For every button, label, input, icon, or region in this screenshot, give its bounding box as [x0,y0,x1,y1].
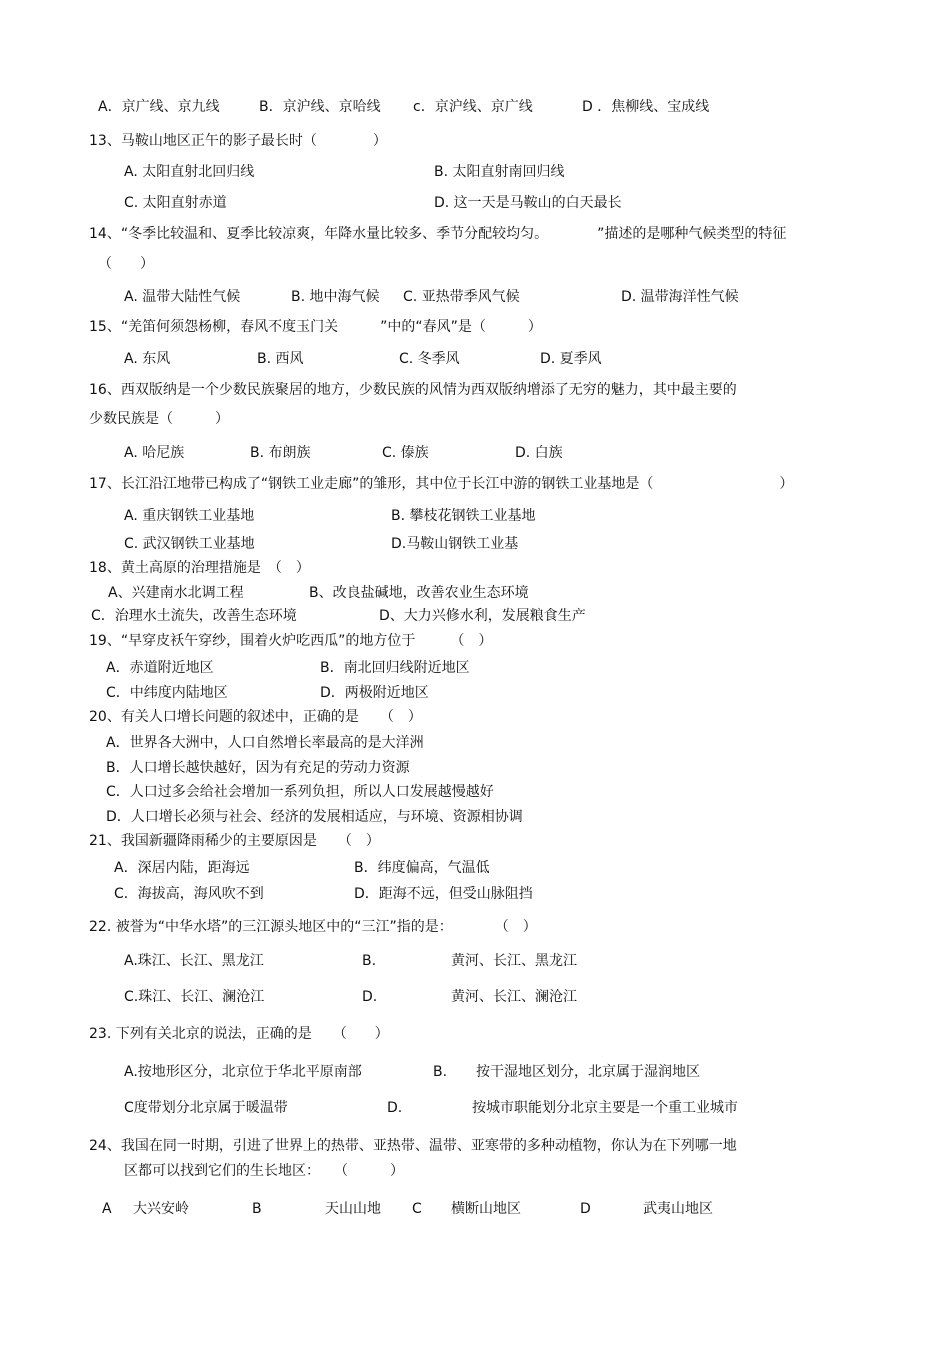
text-line: A.珠江、长江、黑龙江 [124,953,264,969]
text-line: A．赤道附近地区 [106,660,214,676]
text-line: 19、“早穿皮袄午穿纱，围着火炉吃西瓜”的地方位于 （ ） [89,633,493,649]
text-line: D. 夏季风 [540,351,602,367]
text-line: 15、“羌笛何须怨杨柳，春风不度玉门关 ”中的“春风”是（ ） [89,319,542,335]
text-line: C.珠江、长江、澜沧江 [124,989,265,1005]
text-line: B. [362,953,377,969]
text-line: B. 太阳直射南回归线 [434,164,565,180]
text-line: B. 攀枝花钢铁工业基地 [391,508,536,524]
text-line: 黄河、长江、澜沧江 [451,989,577,1005]
text-line: A. 重庆钢铁工业基地 [124,508,255,524]
text-line: A. 太阳直射北回归线 [124,164,255,180]
text-line: A.按地形区分，北京位于华北平原南部 [124,1064,362,1080]
text-line: D. 这一天是马鞍山的白天最长 [434,195,622,211]
text-line: D ．焦柳线、宝成线 [582,99,710,115]
text-line: A．京广线、京九线 [98,99,220,115]
text-line: B．纬度偏高，气温低 [354,860,490,876]
text-line: C．人口过多会给社会增加一系列负担，所以人口发展越慢越好 [106,784,494,800]
text-line: A、兴建南水北调工程 [108,585,244,601]
text-line: 武夷山地区 [643,1201,713,1217]
text-line: 22. 被誉为“中华水塔”的三江源头地区中的“三江”指的是： （ ） [89,919,537,935]
text-line: 按城市职能划分北京主要是一个重工业城市 [472,1100,738,1116]
text-line: B. 布朗族 [250,445,311,461]
text-line: D．距海不远，但受山脉阻挡 [354,886,533,902]
text-line: D. [362,989,378,1005]
text-line: A [102,1201,112,1217]
text-line: C．治理水土流失，改善生态环境 [91,608,297,624]
text-line: 少数民族是（ ） [89,411,229,427]
text-line: 天山山地 [325,1201,381,1217]
text-line: 24、我国在同一时期，引进了世界上的热带、亚热带、温带、亚寒带的多种动植物，你认为在下列哪一地 [89,1138,737,1154]
text-line: D．人口增长必须与社会、经济的发展相适应，与环境、资源相协调 [106,809,523,825]
text-line: C. 武汉钢铁工业基地 [124,536,255,552]
text-line: D [580,1201,591,1217]
text-line: c．京沪线、京广线 [413,99,533,115]
text-line: D、大力兴修水利，发展粮食生产 [379,608,586,624]
text-line: A. 哈尼族 [124,445,185,461]
text-line: B. 地中海气候 [291,289,380,305]
text-line: C. 太阳直射赤道 [124,195,227,211]
text-line: A. 东风 [124,351,171,367]
text-line: 17、长江沿江地带已构成了“钢铁工业走廊”的雏形，其中位于长江中游的钢铁工业基地是（ ） [89,476,794,492]
text-line: C. 傣族 [382,445,429,461]
text-line: B、改良盐碱地，改善农业生态环境 [309,585,529,601]
text-line: B. 西风 [257,351,304,367]
text-line: C. 冬季风 [399,351,460,367]
text-line: C. 亚热带季风气候 [403,289,520,305]
text-line: C．中纬度内陆地区 [106,685,228,701]
text-line: D.马鞍山钢铁工业基 [391,536,519,552]
text-line: C [412,1201,422,1217]
text-line: D. 温带海洋性气候 [621,289,739,305]
text-line: A．世界各大洲中，人口自然增长率最高的是大洋洲 [106,735,424,751]
text-line: B [252,1201,262,1217]
text-line: D. 白族 [515,445,563,461]
text-line: D. [387,1100,403,1116]
text-line: （ ） [98,256,154,272]
text-line: 16、西双版纳是一个少数民族聚居的地方，少数民族的风情为西双版纳增添了无穷的魅力，其中最主要的 [89,382,737,398]
text-line: 区都可以找到它们的生长地区： （ ） [124,1163,404,1179]
text-line: 黄河、长江、黑龙江 [451,953,577,969]
text-line: B．京沪线、京哈线 [259,99,381,115]
text-line: 按干湿地区划分，北京属于湿润地区 [476,1064,700,1080]
text-line: D．两极附近地区 [320,685,429,701]
text-line: 13、马鞍山地区正午的影子最长时（ ） [89,133,387,149]
text-line: A．深居内陆，距海远 [114,860,250,876]
text-line: 横断山地区 [451,1201,521,1217]
text-line: A. 温带大陆性气候 [124,289,241,305]
text-line: 21、我国新疆降雨稀少的主要原因是 （ ） [89,833,380,849]
text-line: B．南北回归线附近地区 [320,660,470,676]
text-line: B．人口增长越快越好，因为有充足的劳动力资源 [106,760,410,776]
text-line: 大兴安岭 [133,1201,189,1217]
text-line: 23. 下列有关北京的说法，正确的是 （ ） [89,1026,389,1042]
text-line: 18、黄土高原的治理措施是 （ ） [89,560,310,576]
text-line: B. [433,1064,448,1080]
text-line: C．海拔高，海风吹不到 [114,886,264,902]
text-line: 14、“冬季比较温和、夏季比较凉爽，年降水量比较多、季节分配较均匀。 ”描述的是哪种气候类型的特征 [89,226,787,242]
text-line: 20、有关人口增长问题的叙述中，正确的是 （ ） [89,709,422,725]
text-line: C度带划分北京属于暖温带 [124,1100,288,1116]
